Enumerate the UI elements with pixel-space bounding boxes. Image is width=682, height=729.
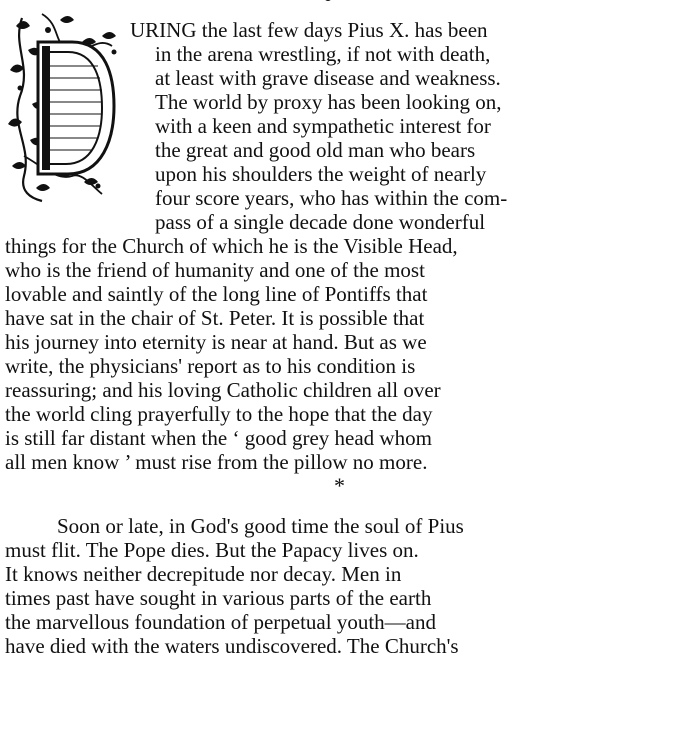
paragraph2-line-5: the marvellous foundation of perpetual youth—and xyxy=(5,610,436,634)
paragraph2-line-6: have died with the waters undiscovered. The Church's xyxy=(5,634,459,658)
paragraph1-line-19: all men know ’ must rise from the pillow no more. xyxy=(5,450,428,474)
top-ornament-icon xyxy=(320,0,336,4)
paragraph2-line-3: It knows neither decrepitude nor decay. Men in xyxy=(5,562,402,586)
paragraph1-line-7: upon his shoulders the weight of nearly xyxy=(155,162,487,186)
paragraph1-line-4: The world by proxy has been looking on, xyxy=(155,90,502,114)
paragraph1-line-17: the world cling prayerfully to the hope that the day xyxy=(5,402,433,426)
paragraph1-line-11: who is the friend of humanity and one of the most xyxy=(5,258,425,282)
paragraph1-line-9: pass of a single decade done wonderful xyxy=(155,210,486,234)
paragraph1-line-15: write, the physicians' report as to his condition is xyxy=(5,354,416,378)
dropcap-d-illuminated-icon xyxy=(2,6,124,204)
paragraph2-line-2: must flit. The Pope dies. But the Papacy lives on. xyxy=(5,538,419,562)
paragraph2-line-4: times past have sought in various parts of the earth xyxy=(5,586,432,610)
section-separator: * xyxy=(334,473,345,498)
paragraph1-line-14: his journey into eternity is near at hand. But as we xyxy=(5,330,427,354)
paragraph1-line-6: the great and good old man who bears xyxy=(155,138,476,162)
paragraph1-line-12: lovable and saintly of the long line of Pontiffs that xyxy=(5,282,428,306)
paragraph1-line-18: is still far distant when the ‘ good grey head whom xyxy=(5,426,432,450)
paragraph1-line-8: four score years, who has within the com- xyxy=(155,186,508,210)
paragraph2-line-1: Soon or late, in God's good time the soul of Pius xyxy=(57,514,464,538)
paragraph1-line-5: with a keen and sympathetic interest for xyxy=(155,114,491,138)
paragraph1-line-13: have sat in the chair of St. Peter. It is possible that xyxy=(5,306,425,330)
paragraph1-line-1: URING the last few days Pius X. has been xyxy=(130,18,488,42)
paragraph1-line-16: reassuring; and his loving Catholic children all over xyxy=(5,378,441,402)
paragraph1-line-10: things for the Church of which he is the Visible Head, xyxy=(5,234,458,258)
paragraph1-line-2: in the arena wrestling, if not with death, xyxy=(155,42,491,66)
paragraph1-line-3: at least with grave disease and weakness. xyxy=(155,66,501,90)
